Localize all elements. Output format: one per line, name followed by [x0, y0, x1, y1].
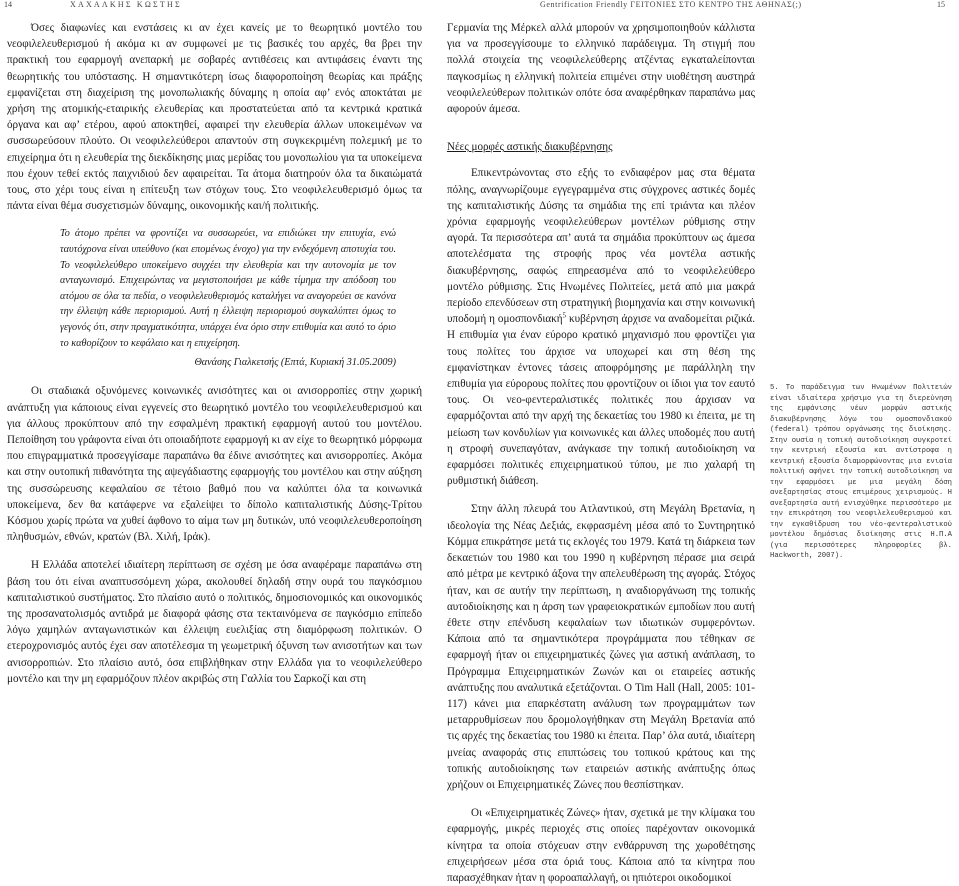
paragraph-text: Επικεντρώνοντας στο εξής το ενδιαφέρον μας στα θέματα πόλης, αναγνωρίζουμε εγγεγραμμένα στις σύγχρονες αστικές δομές της καπιταλιστικής Δύσης τα σημάδια της επί τριάντα και πλέον χρόνια εφαρμογής νεοφιλελεύθερων μοντέλων ρύθμισης στην αγορά. Τα περισσότερα απ’ αυτά τα σημάδια προκύπτουν ως άμεσα αποτελέσματα της στροφής προς νέα μοντέλα αστικής διακυβέρνησης, σαφώς επηρεασμένα από το νεοφιλελεύθερο μοντέλο ρύθμισης. Στις Ηνωμένες Πολιτείες, μετά από μια μακρά περίοδο επενδύσεων στη στρατηγική βιομηχανία και στην κοινωνική υποδομή η ομοσπονδιακή	[447, 167, 755, 326]
quote-source: Θανάσης Γιαλκετσής (Επτά, Κυριακή 31.05.2009)	[194, 357, 396, 369]
paragraph	[447, 165, 755, 489]
paragraph: Γερμανία της Μέρκελ αλλά μπορούν να χρησιμοποιηθούν κάλλιστα για να προσεγγίσουμε το ελληνικό παράδειγμα. Τη στιγμή που πολλά στοιχεία της νεοφιλελεύθερης ατζέντας εγκαταλείπονται παγκοσμίως η ελληνική πολιτεία επιμένει στην υιοθέτηση αυστηρά νεοφιλελεύθερων πολιτικών οπότε όσα αναφέρθηκαν παραπάνω μας αφορούν άμεσα.	[447, 22, 755, 116]
paragraph: Οι σταδιακά οξυνόμενες κοινωνικές ανισότητες και οι ανισορροπίες στην χωρική ανάπτυξη για κάποιους είναι εγγενείς στο θεωρητικό μοντέλο του νεοφιλελευθερισμού και για άλλους προκύπτουν από την εσφαλμένη πρακτική εφαρμογή αυτού του μοντέλου. Πεποίθηση του γράφοντα είναι ότι οποιαδήποτε εφαρμογή κι αν είχε το θεωρητικό μόρφωμα που επιγραμματικά προσεγγίσαμε παραπάνω θα έδινε ανισότητες και ανισορροπίες. Ακόμα και στην ουτοπική πιθανότητα της αψεγάδιαστης εφαρμογής του μοντέλου και στην αύξηση της συσσώρευσης κεφαλαίου σε τέτοιο βαθμό που να καλύπτει όλα τα κοινωνικά υποκείμενα, δεν θα κατάφερνε να εξαλείψει το δίπολο καπιταλιστικής Δύσης-Τρίτου Κόσμου χωρίς πρώτα να χυθεί άφθονο το αίμα των μη δυτικών, υπό νεοφιλελευθεροποίηση πληθυσμών, εθνών, κρατών (Βλ. Χιλή, Ιράκ).	[7, 385, 422, 544]
block-quote: Το άτομο πρέπει να φροντίζει να συσσωρεύει, να επιδιώκει την επιτυχία, ενώ ταυτόχρονα είναι υπεύθυνο (και επομένως ένοχο) για την ενδεχόμενη αποτυχία του. Το νεοφιλελεύθερο υποκείμενο συγχέει την ελευθερία και την αυτονομία με τον ανταγωνισμό. Επιχειρώντας να μεγιστοποιήσει με κάθε τίμημα την απόδοση του ατόμου σε όλα τα πεδία, ο νεοφιλελευθερισμός καταλήγει να αναγορεύει σε κανόνα την έλλειψη κάθε περιορισμού. Αυτή η έλλειψη περιορισμού συγκαλύπτει όμως το γεγονός ότι, στην πραγματικότητα, υπάρχει ένα όριο στην επιθυμία και αυτό το όριο το καθορίζουν το κεφάλαιο και η επιχείρηση.	[60, 228, 396, 349]
paragraph: Όσες διαφωνίες και ενστάσεις κι αν έχει κανείς με το θεωρητικό μοντέλο του νεοφιλελευθερισμού ή ακόμα κι αν συμφωνεί με τις βασικές του αρχές, θα βρει την πρακτική του εφαρμογή ανεπαρκή με σοβαρές αντιθέσεις και αντιφάσεις έναντι της θεωρητικής του υπόστασης. Η σημαντικότερη ίσως διαφοροποίηση θεωρίας και πράξης εμφανίζεται στη διαχείριση της μονοπωλιακής δύναμης η οποία αφ’ ενός αποκτάται με χρήση της ατομικής-εταιρικής ελευθερίας και προστατεύεται από τα κεντρικά κρατικά όργανα και αφ’ ετέρου, αφού αποκτηθεί, αφαιρεί την ελευθερία άλλων υποκειμένων να συσσωρεύσουν πλούτο. Οι νεοφιλελεύθεροι απαντούν στη συγκεκριμένη πολεμική με το επιχείρημα ότι η ελευθερία της διεκδίκησης μιας μερίδας του μονοπωλίου για τα υποκείμενα που έχουν τεθεί εκτός παιχνιδιού δεν αφαιρείται. Τα άτομα διατηρούν όλα τα δικαιώματά τους, στο χέρι τους είναι η επίτευξη των στόχων τους. Στο νεοφιλελευθερισμό όμως τα πάντα είναι θέμα συσχετισμών δύναμης, οικονομικής και/ή πολιτικής.	[7, 22, 422, 213]
header-author: ΧΑΧΑΛΚΗΣ ΚΩΣΤΗΣ	[70, 0, 182, 9]
left-column	[7, 20, 422, 687]
paragraph: Στην άλλη πλευρά του Ατλαντικού, στη Μεγάλη Βρετανία, η ιδεολογία της Νέας Δεξιάς, εκφρασμένη μέσα από το Συντηρητικό Κόμμα επικράτησε μετά τις εκλογές του 1979. Κατά τη διάρκεια των δεκαετιών του 1980 και του 1990 η κυβέρνηση πέρασε μια σειρά από μέτρα με κεντρικό άξονα την απελευθέρωση της αγοράς. Στόχος ήταν, και σε αυτήν την περίπτωση, η αναδιοργάνωση της τοπικής αυτοδιοίκησης και η άρση των γραφειοκρατικών εμποδίων που αυτή έθετε στην επένδυση κεφαλαίων των ιδιωτικών συμφερόντων. Κάποια από τα σημαντικότερα προγράμματα που τέθηκαν σε εφαρμογή ήταν οι επιχειρηματικές ζώνες για αστική ανάπλαση, το Πρόγραμμα Επιχειρηματικών Ζωνών και οι εταιρείες αστικής ανάπτυξης που αναλυτικά εξετάζονται. Ο Tim Hall (Hall, 2005: 101-117) κάνει μια επαρκέστατη ανάλυση των προγραμμάτων των μεταρρυθμίσεων που δρομολογήθηκαν στη Μεγάλη Βρετανία από τις αρχές της δεκαετίας του 1980 κι έπειτα. Παρ’ όλα αυτά, ιδιαίτερη μνείας αναφοράς στις επιπτώσεις του τοπικού κράτους και της τοπικής αυτοδιοίκησης των εταιρειών αστικής ανάπτυξης όπως χρήζουν οι Επιχειρηματικές Ζώνες που θεσπίστηκαν.	[447, 503, 755, 791]
header-title: Gentrification Friendly ΓΕΙΤΟΝΙΕΣ ΣΤΟ ΚΕΝΤΡΟ ΤΗΣ ΑΘΗΝΑΣ(;)	[540, 0, 802, 9]
paragraph: Η Ελλάδα αποτελεί ιδιαίτερη περίπτωση σε σχέση με όσα αναφέραμε παραπάνω στη βάση του ότι είναι αναπτυσσόμενη χώρα, ακολουθεί δηλαδή στην ουρά του παγκόσμιου καπιταλιστικού συστήματος. Στο πλαίσιο αυτό ο πολιτικός, δημοσιονομικός και οικονομικός της προσανατολισμός αντιδρά με διαφορά φάσης στα τεκταινόμενα σε παγκόσμιο επίπεδο λόγω χαμηλών ανταγωνιστικών και έλλειψη ευελιξίας στη διαμόρφωση πολιτικών. Ο ετεροχρονισμός αυτός έχει σαν αποτέλεσμα τη γεωμετρική όξυνση των ανισοτήτων και των ανισορροπιών. Στο πλαίσιο αυτό, όσα επιβλήθηκαν στην Ελλάδα για το νεοφιλελεύθερο μοντέλο και την μη εφαρμόζουν πλέον ακριβώς στη Γαλλία του Σαρκοζί και στη	[7, 559, 422, 685]
page-number-right: 15	[937, 0, 945, 9]
section-heading: Νέες μορφές αστικής διακυβέρνησης	[447, 141, 613, 154]
footnote: 5. Το παράδειγμα των Ηνωμένων Πολιτειών είναι ιδιαίτερα χρήσιμο για τη διερεύνηση της εμφάνισης νέων μορφών αστικής διακυβέρνησης λόγω του ομοσπονδιακού (federal) τρόπου οργάνωσης της διοίκησης. Στην ουσία η τοπική αυτοδιοίκηση συγκροτεί την κεντρική εξουσία και αντίστροφα η κεντρική εξουσία διαμορφώνοντας μια ενιαία πολιτική αφήνει την τοπική αυτοδιοίκηση να την εφαρμόσει με μια μεγάλη δόση ανεξαρτησίας στους επιμέρους χειρισμούς. Η ανεξαρτησία αυτή ενισχύθηκε περισσότερο με την επικράτηση του νεοφιλελευθερισμού και την εγκαθίδρυση του νέο-φεντεραλιστικού μοντέλου δημόσιας διοίκησης στις Η.Π.Α (για περισσότερες πληροφορίες βλ. Hackworth, 2007).	[770, 384, 952, 560]
footnote-marker: 5	[562, 311, 567, 320]
right-column	[447, 20, 755, 886]
paragraph: Οι «Επιχειρηματικές Ζώνες» ήταν, σχετικά με την κλίμακα του εφαρμογής, μικρές περιοχές στις οποίες παρέχονταν οικονομικά κίνητρα τα οποία στόχευαν στην ενθάρρυνση της χωροθέτησης επιχειρήσεων μέσα στα όριά τους. Κάποια από τα κίνητρα που παρασχέθηκαν ήταν η φοροαπαλλαγή, οι ηπιότεροι οικοδομικοί	[447, 807, 755, 884]
running-header	[0, 0, 959, 12]
paragraph-text: κυβέρνηση άρχισε να αναδομείται ριζικά. Η επιθυμία για έναν εύρορο κρατικό μηχανισμό που φροντίζει για τους πολίτες του άρχισε να υποχωρεί και στη θέση της εμφανίστηκαν έντονες τάσεις αποφρόμησης με παράλληλη την επιθυμία για εύρορους πολίτες που φροντίζουν οι ίδιοι για τον εαυτό τους. Οι νεο-φεντεραλιστικές πολιτικές που άρχισαν να εφαρμόζονται από την αρχή της δεκαετίας του 1980 κι έπειτα, με τη μείωση των κονδυλίων για κοινωνικές και άλλες υποδομές που αυτή η στροφή συνεπαγόταν, ανάγκασε την τοπική αυτοδιοίκηση να εφαρμόσει πολιτικές επιχειρηματικού τύπου, με πιο χαλαρή τη ρυθμιστική διάθεση.	[447, 313, 755, 488]
page-number-left: 14	[4, 0, 12, 9]
